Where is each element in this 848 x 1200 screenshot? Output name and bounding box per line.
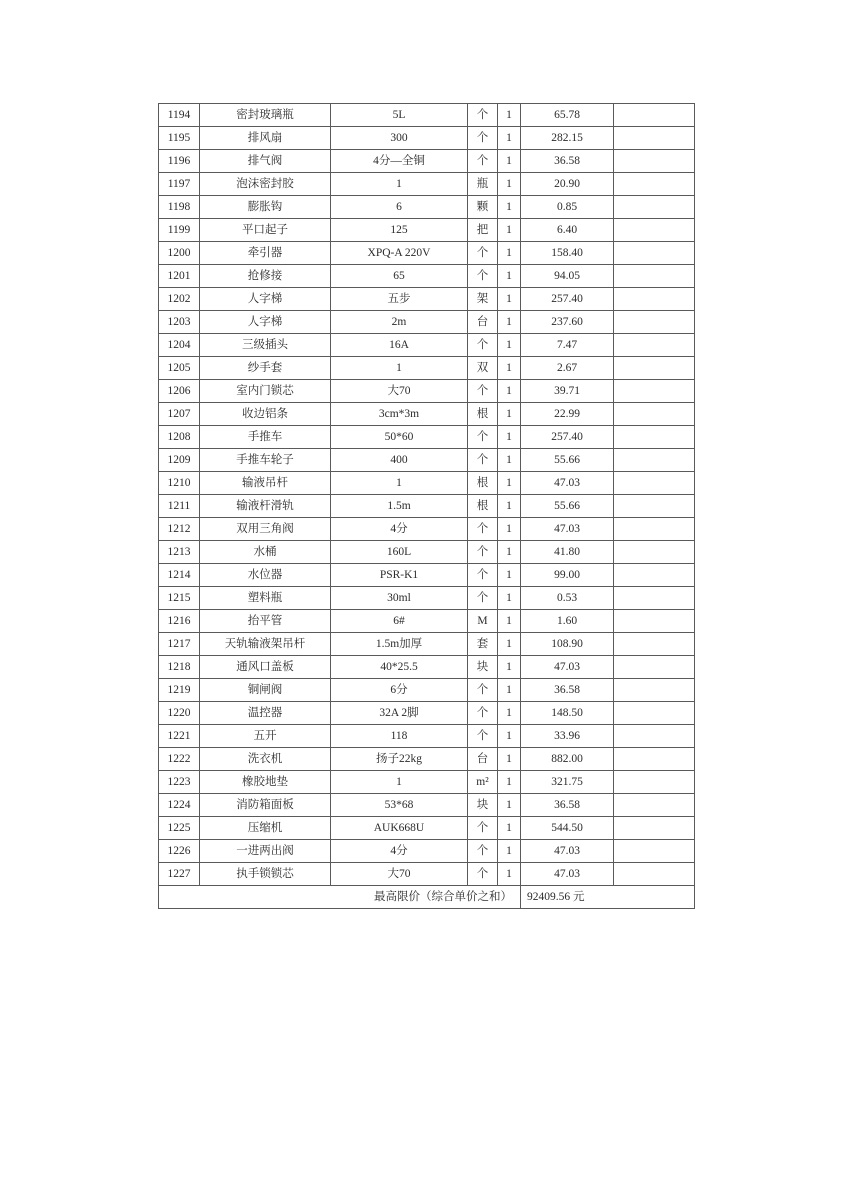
cell-specification: 1: [331, 472, 468, 495]
cell-unit: 个: [468, 725, 498, 748]
cell-blank: [614, 334, 695, 357]
table-row: [159, 196, 695, 219]
cell-specification: 30ml: [331, 587, 468, 610]
cell-unit: 个: [468, 242, 498, 265]
cell-specification: 65: [331, 265, 468, 288]
cell-item-name: 平口起子: [200, 219, 331, 242]
cell-serial-number: 1199: [159, 219, 200, 242]
cell-specification: 125: [331, 219, 468, 242]
cell-unit-price: 33.96: [521, 725, 614, 748]
cell-quantity: 1: [498, 311, 521, 334]
cell-item-name: 铜闸阀: [200, 679, 331, 702]
cell-item-name: 五开: [200, 725, 331, 748]
cell-specification: 2m: [331, 311, 468, 334]
cell-unit: 套: [468, 633, 498, 656]
table-row: [159, 748, 695, 771]
cell-blank: [614, 357, 695, 380]
cell-unit-price: 237.60: [521, 311, 614, 334]
cell-quantity: 1: [498, 564, 521, 587]
cell-specification: 5L: [331, 104, 468, 127]
cell-unit: 个: [468, 127, 498, 150]
cell-specification: 6#: [331, 610, 468, 633]
cell-unit-price: 41.80: [521, 541, 614, 564]
table-row: [159, 840, 695, 863]
cell-item-name: 膨胀钩: [200, 196, 331, 219]
cell-unit-price: 36.58: [521, 794, 614, 817]
cell-unit: 个: [468, 380, 498, 403]
cell-specification: PSR-K1: [331, 564, 468, 587]
cell-blank: [614, 196, 695, 219]
cell-unit: 个: [468, 150, 498, 173]
max-price-value: 92409.56 元: [521, 886, 695, 909]
cell-unit-price: 544.50: [521, 817, 614, 840]
table-row: [159, 656, 695, 679]
cell-specification: 160L: [331, 541, 468, 564]
cell-serial-number: 1227: [159, 863, 200, 886]
cell-item-name: 一进两出阀: [200, 840, 331, 863]
cell-specification: XPQ-A 220V: [331, 242, 468, 265]
cell-item-name: 手推车: [200, 426, 331, 449]
cell-blank: [614, 863, 695, 886]
table-row: [159, 587, 695, 610]
cell-quantity: 1: [498, 127, 521, 150]
cell-unit-price: 47.03: [521, 656, 614, 679]
cell-unit: 个: [468, 426, 498, 449]
cell-serial-number: 1214: [159, 564, 200, 587]
cell-unit-price: 94.05: [521, 265, 614, 288]
cell-specification: 1: [331, 771, 468, 794]
cell-serial-number: 1203: [159, 311, 200, 334]
cell-unit: 个: [468, 334, 498, 357]
cell-unit: 根: [468, 495, 498, 518]
cell-quantity: 1: [498, 403, 521, 426]
cell-item-name: 塑料瓶: [200, 587, 331, 610]
cell-unit-price: 55.66: [521, 449, 614, 472]
cell-item-name: 水桶: [200, 541, 331, 564]
cell-blank: [614, 449, 695, 472]
table-row: [159, 771, 695, 794]
table-row: [159, 380, 695, 403]
table-row: [159, 817, 695, 840]
cell-specification: 4分—全铜: [331, 150, 468, 173]
cell-unit: 把: [468, 219, 498, 242]
cell-item-name: 排气阀: [200, 150, 331, 173]
cell-unit-price: 321.75: [521, 771, 614, 794]
cell-blank: [614, 426, 695, 449]
cell-serial-number: 1205: [159, 357, 200, 380]
cell-blank: [614, 771, 695, 794]
cell-unit-price: 108.90: [521, 633, 614, 656]
cell-quantity: 1: [498, 472, 521, 495]
cell-quantity: 1: [498, 242, 521, 265]
cell-unit-price: 0.53: [521, 587, 614, 610]
cell-blank: [614, 104, 695, 127]
cell-item-name: 通风口盖板: [200, 656, 331, 679]
table-row: [159, 794, 695, 817]
cell-blank: [614, 403, 695, 426]
table-row: [159, 150, 695, 173]
cell-item-name: 输液杆滑轨: [200, 495, 331, 518]
table-footer-row: [159, 886, 695, 909]
cell-serial-number: 1208: [159, 426, 200, 449]
cell-quantity: 1: [498, 610, 521, 633]
cell-blank: [614, 219, 695, 242]
cell-blank: [614, 495, 695, 518]
cell-quantity: 1: [498, 794, 521, 817]
cell-item-name: 密封玻璃瓶: [200, 104, 331, 127]
cell-specification: 4分: [331, 840, 468, 863]
table-row: [159, 863, 695, 886]
cell-quantity: 1: [498, 150, 521, 173]
cell-serial-number: 1216: [159, 610, 200, 633]
table-row: [159, 219, 695, 242]
table-row: [159, 702, 695, 725]
cell-blank: [614, 288, 695, 311]
cell-quantity: 1: [498, 748, 521, 771]
cell-specification: 3cm*3m: [331, 403, 468, 426]
cell-item-name: 室内门锁芯: [200, 380, 331, 403]
table-row: [159, 449, 695, 472]
cell-specification: AUK668U: [331, 817, 468, 840]
table-row: [159, 426, 695, 449]
cell-serial-number: 1195: [159, 127, 200, 150]
cell-specification: 50*60: [331, 426, 468, 449]
cell-unit: 个: [468, 679, 498, 702]
cell-unit: 个: [468, 541, 498, 564]
cell-serial-number: 1220: [159, 702, 200, 725]
cell-unit-price: 47.03: [521, 840, 614, 863]
cell-blank: [614, 679, 695, 702]
cell-unit: 台: [468, 748, 498, 771]
cell-quantity: 1: [498, 449, 521, 472]
cell-specification: 118: [331, 725, 468, 748]
cell-specification: 扬子22kg: [331, 748, 468, 771]
cell-serial-number: 1221: [159, 725, 200, 748]
cell-specification: 40*25.5: [331, 656, 468, 679]
cell-item-name: 泡沫密封胶: [200, 173, 331, 196]
cell-blank: [614, 633, 695, 656]
cell-item-name: 手推车轮子: [200, 449, 331, 472]
cell-quantity: 1: [498, 702, 521, 725]
cell-unit: 台: [468, 311, 498, 334]
cell-unit: 个: [468, 564, 498, 587]
cell-unit: 个: [468, 518, 498, 541]
cell-serial-number: 1218: [159, 656, 200, 679]
table-row: [159, 288, 695, 311]
table-row: [159, 633, 695, 656]
cell-unit: 双: [468, 357, 498, 380]
cell-item-name: 抢修接: [200, 265, 331, 288]
table-row: [159, 173, 695, 196]
max-price-label: 最高限价（综合单价之和）: [159, 886, 521, 909]
cell-quantity: 1: [498, 863, 521, 886]
cell-unit-price: 158.40: [521, 242, 614, 265]
cell-specification: 4分: [331, 518, 468, 541]
cell-item-name: 压缩机: [200, 817, 331, 840]
cell-quantity: 1: [498, 265, 521, 288]
table-row: [159, 679, 695, 702]
cell-unit-price: 20.90: [521, 173, 614, 196]
cell-item-name: 水位器: [200, 564, 331, 587]
cell-blank: [614, 794, 695, 817]
table-row: [159, 725, 695, 748]
cell-serial-number: 1213: [159, 541, 200, 564]
cell-specification: 1: [331, 173, 468, 196]
cell-item-name: 橡胶地垫: [200, 771, 331, 794]
cell-unit: 根: [468, 472, 498, 495]
cell-unit-price: 55.66: [521, 495, 614, 518]
cell-item-name: 双用三角阀: [200, 518, 331, 541]
cell-serial-number: 1223: [159, 771, 200, 794]
cell-unit: 块: [468, 656, 498, 679]
cell-quantity: 1: [498, 633, 521, 656]
table-row: [159, 311, 695, 334]
cell-unit: 个: [468, 817, 498, 840]
cell-serial-number: 1207: [159, 403, 200, 426]
cell-unit: 个: [468, 863, 498, 886]
cell-unit: 个: [468, 840, 498, 863]
cell-blank: [614, 472, 695, 495]
cell-unit: 架: [468, 288, 498, 311]
cell-quantity: 1: [498, 196, 521, 219]
cell-quantity: 1: [498, 219, 521, 242]
cell-item-name: 天轨输液架吊杆: [200, 633, 331, 656]
cell-unit: 块: [468, 794, 498, 817]
cell-unit-price: 0.85: [521, 196, 614, 219]
cell-unit-price: 47.03: [521, 863, 614, 886]
cell-blank: [614, 380, 695, 403]
table-row: [159, 403, 695, 426]
cell-serial-number: 1209: [159, 449, 200, 472]
cell-unit: 根: [468, 403, 498, 426]
cell-specification: 53*68: [331, 794, 468, 817]
cell-blank: [614, 564, 695, 587]
cell-unit-price: 1.60: [521, 610, 614, 633]
cell-quantity: 1: [498, 817, 521, 840]
table-row: [159, 334, 695, 357]
cell-quantity: 1: [498, 426, 521, 449]
cell-serial-number: 1222: [159, 748, 200, 771]
cell-blank: [614, 748, 695, 771]
cell-blank: [614, 242, 695, 265]
cell-blank: [614, 265, 695, 288]
cell-quantity: 1: [498, 380, 521, 403]
cell-specification: 6分: [331, 679, 468, 702]
cell-serial-number: 1204: [159, 334, 200, 357]
price-table: [158, 103, 695, 909]
cell-quantity: 1: [498, 725, 521, 748]
cell-item-name: 抬平管: [200, 610, 331, 633]
cell-blank: [614, 702, 695, 725]
cell-item-name: 温控器: [200, 702, 331, 725]
cell-serial-number: 1217: [159, 633, 200, 656]
cell-quantity: 1: [498, 334, 521, 357]
cell-unit-price: 99.00: [521, 564, 614, 587]
cell-specification: 大70: [331, 863, 468, 886]
table-row: [159, 518, 695, 541]
cell-item-name: 执手锁锁芯: [200, 863, 331, 886]
cell-quantity: 1: [498, 495, 521, 518]
cell-serial-number: 1226: [159, 840, 200, 863]
cell-serial-number: 1211: [159, 495, 200, 518]
cell-serial-number: 1197: [159, 173, 200, 196]
table-row: [159, 564, 695, 587]
cell-item-name: 牵引器: [200, 242, 331, 265]
cell-unit-price: 65.78: [521, 104, 614, 127]
cell-serial-number: 1212: [159, 518, 200, 541]
cell-blank: [614, 311, 695, 334]
cell-quantity: 1: [498, 840, 521, 863]
table-row: [159, 357, 695, 380]
table-row: [159, 541, 695, 564]
cell-item-name: 三级插头: [200, 334, 331, 357]
cell-quantity: 1: [498, 357, 521, 380]
cell-unit-price: 882.00: [521, 748, 614, 771]
cell-unit: M: [468, 610, 498, 633]
cell-specification: 32A 2脚: [331, 702, 468, 725]
cell-blank: [614, 840, 695, 863]
cell-blank: [614, 610, 695, 633]
cell-unit: 个: [468, 587, 498, 610]
cell-unit-price: 36.58: [521, 679, 614, 702]
cell-serial-number: 1201: [159, 265, 200, 288]
cell-unit-price: 6.40: [521, 219, 614, 242]
cell-quantity: 1: [498, 587, 521, 610]
cell-specification: 1.5m加厚: [331, 633, 468, 656]
cell-quantity: 1: [498, 173, 521, 196]
table-row: [159, 495, 695, 518]
cell-blank: [614, 725, 695, 748]
cell-specification: 1.5m: [331, 495, 468, 518]
table-row: [159, 242, 695, 265]
cell-item-name: 消防箱面板: [200, 794, 331, 817]
table-row: [159, 472, 695, 495]
table-row: [159, 104, 695, 127]
cell-unit-price: 47.03: [521, 518, 614, 541]
cell-unit: 瓶: [468, 173, 498, 196]
cell-serial-number: 1200: [159, 242, 200, 265]
cell-specification: 大70: [331, 380, 468, 403]
cell-unit: 个: [468, 104, 498, 127]
cell-blank: [614, 541, 695, 564]
cell-blank: [614, 173, 695, 196]
cell-item-name: 纱手套: [200, 357, 331, 380]
cell-serial-number: 1206: [159, 380, 200, 403]
cell-blank: [614, 518, 695, 541]
cell-unit-price: 36.58: [521, 150, 614, 173]
cell-unit-price: 39.71: [521, 380, 614, 403]
cell-quantity: 1: [498, 679, 521, 702]
cell-unit-price: 257.40: [521, 426, 614, 449]
cell-unit-price: 22.99: [521, 403, 614, 426]
cell-unit-price: 257.40: [521, 288, 614, 311]
cell-specification: 6: [331, 196, 468, 219]
cell-unit: 个: [468, 702, 498, 725]
cell-unit: 个: [468, 265, 498, 288]
cell-specification: 400: [331, 449, 468, 472]
cell-serial-number: 1198: [159, 196, 200, 219]
cell-blank: [614, 587, 695, 610]
cell-blank: [614, 150, 695, 173]
cell-serial-number: 1196: [159, 150, 200, 173]
cell-specification: 300: [331, 127, 468, 150]
cell-quantity: 1: [498, 104, 521, 127]
cell-unit-price: 7.47: [521, 334, 614, 357]
cell-unit-price: 2.67: [521, 357, 614, 380]
cell-serial-number: 1194: [159, 104, 200, 127]
cell-specification: 五步: [331, 288, 468, 311]
cell-unit: m²: [468, 771, 498, 794]
cell-blank: [614, 817, 695, 840]
cell-item-name: 输液吊杆: [200, 472, 331, 495]
cell-unit: 个: [468, 449, 498, 472]
cell-serial-number: 1224: [159, 794, 200, 817]
table-row: [159, 610, 695, 633]
cell-blank: [614, 127, 695, 150]
cell-unit-price: 47.03: [521, 472, 614, 495]
cell-unit-price: 148.50: [521, 702, 614, 725]
cell-item-name: 收边铝条: [200, 403, 331, 426]
table-row: [159, 127, 695, 150]
cell-unit: 颗: [468, 196, 498, 219]
cell-specification: 1: [331, 357, 468, 380]
cell-serial-number: 1215: [159, 587, 200, 610]
cell-item-name: 洗衣机: [200, 748, 331, 771]
cell-quantity: 1: [498, 518, 521, 541]
cell-serial-number: 1202: [159, 288, 200, 311]
table-row: [159, 265, 695, 288]
cell-serial-number: 1219: [159, 679, 200, 702]
cell-serial-number: 1210: [159, 472, 200, 495]
cell-blank: [614, 656, 695, 679]
cell-quantity: 1: [498, 288, 521, 311]
cell-unit-price: 282.15: [521, 127, 614, 150]
cell-quantity: 1: [498, 771, 521, 794]
cell-specification: 16A: [331, 334, 468, 357]
cell-item-name: 人字梯: [200, 311, 331, 334]
cell-item-name: 排风扇: [200, 127, 331, 150]
cell-item-name: 人字梯: [200, 288, 331, 311]
cell-quantity: 1: [498, 541, 521, 564]
price-table-body: [159, 104, 695, 909]
cell-serial-number: 1225: [159, 817, 200, 840]
cell-quantity: 1: [498, 656, 521, 679]
